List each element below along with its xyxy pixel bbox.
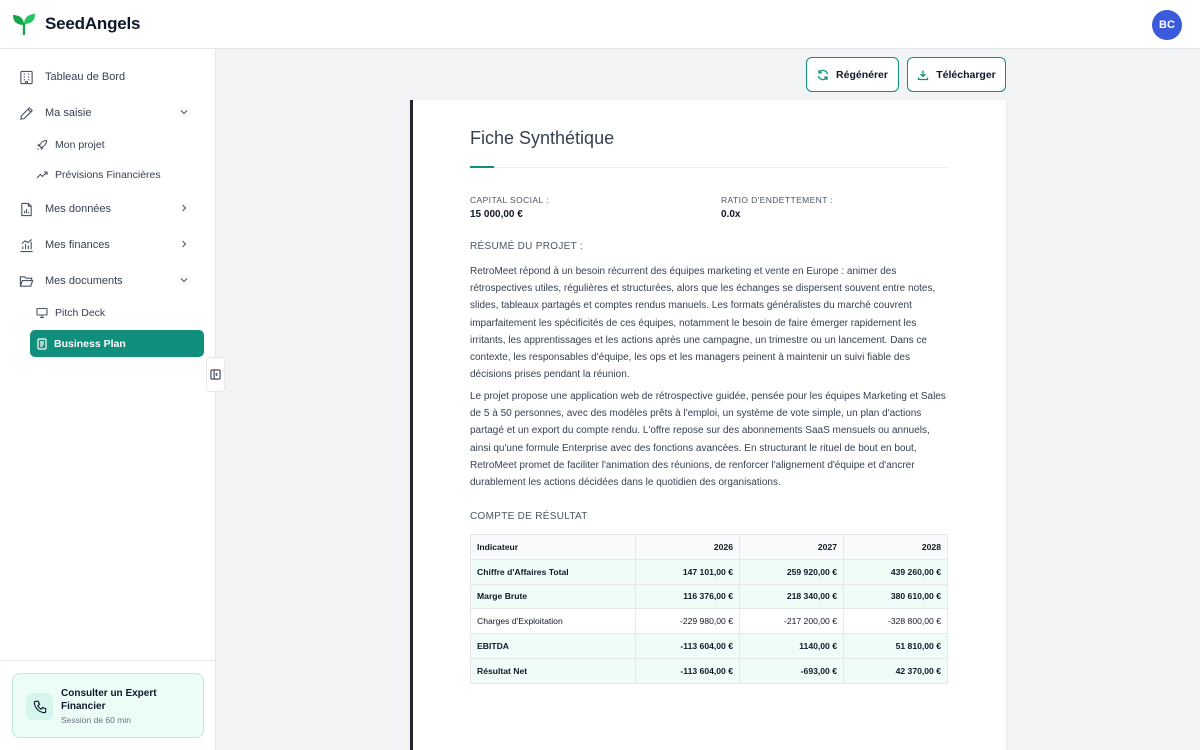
column-header: 2027 [740,535,844,560]
building-icon [18,69,34,85]
table-cell: EBITDA [471,634,636,659]
sidebar-item-label: Ma saisie [45,107,92,119]
seedling-logo-icon [12,12,36,36]
sidebar-item-mes-documents[interactable] [18,268,198,294]
table-cell: Chiffre d'Affaires Total [471,559,636,584]
table-cell: 218 340,00 € [740,584,844,609]
summary-heading: RÉSUMÉ DU PROJET : [470,241,584,252]
sidebar-subitem-business-plan[interactable] [30,330,204,357]
summary-paragraph: Le projet propose une application web de rétrospective guidée, pensée pour les équipes Marketing et Sales de 5 à 50 personnes, avec des modèles prêts à l'emploi, un système de vote simple, un plan d'actions partagé et un export du compte rendu. L'offre repose sur des abonnements SaaS mensuels ou annuels, ainsi qu'une formule Enterprise avec des fonctions avancées. En structurant le rituel de bout en bout, RetroMeet promet de faciliter l'animation des réunions, de renforcer l'alignement d'équipe et d'ancrer durablement les actions décidées dans le quotidien des organisations. [470,391,946,489]
download-label: Télécharger [936,68,996,81]
table-row [471,609,948,634]
trending-up-icon [36,169,48,181]
table-header-row [471,535,948,560]
folder-open-icon [18,273,34,289]
table-cell: 42 370,00 € [844,658,948,683]
sidebar-item-label: Tableau de Bord [45,71,126,83]
table-cell: -113 604,00 € [636,658,740,683]
table-row [471,634,948,659]
sidebar-subitem-pitch-deck[interactable] [36,301,196,325]
regenerate-label: Régénérer [836,68,888,81]
business-plan-document [410,100,1006,750]
sidebar-subitem-label: Pitch Deck [55,307,106,319]
table-cell: 116 376,00 € [636,584,740,609]
brand-name: SeedAngels [45,14,141,33]
column-header: 2026 [636,535,740,560]
table-cell: -229 980,00 € [636,609,740,634]
table-row [471,559,948,584]
debt-ratio-value: 0.0x [721,209,741,220]
sidebar-item-mes-donnees[interactable] [18,196,198,222]
sidebar-subitem-label: Business Plan [54,337,126,350]
sidebar-subitem-label: Prévisions Financières [55,169,161,181]
bar-chart-icon [18,237,34,253]
chevron-right-icon [178,202,190,214]
table-cell: -328 800,00 € [844,609,948,634]
sidebar-item-label: Mes documents [45,275,123,287]
pencil-icon [18,105,34,121]
capital-label: CAPITAL SOCIAL : [470,195,549,205]
table-cell: Charges d'Exploitation [471,609,636,634]
table-cell: -693,00 € [740,658,844,683]
table-cell: 259 920,00 € [740,559,844,584]
chevron-down-icon [178,106,190,118]
expert-consultation-card[interactable] [12,673,204,738]
table-cell: 380 610,00 € [844,584,948,609]
column-header: Indicateur [471,535,636,560]
title-accent [470,166,494,168]
brand[interactable] [12,12,140,36]
table-cell: -217 200,00 € [740,609,844,634]
sidebar-item-ma-saisie[interactable] [18,100,198,126]
table-row [471,584,948,609]
expert-card-subtitle: Session de 60 min [61,715,131,725]
sidebar-divider [0,660,215,661]
table-cell: -113 604,00 € [636,634,740,659]
chevron-right-icon [178,238,190,250]
title-divider [470,167,948,168]
chevron-down-icon [178,274,190,286]
sidebar [0,49,216,750]
sidebar-item-label: Mes données [45,203,112,215]
sidebar-item-mes-finances[interactable] [18,232,198,258]
debt-ratio-label: RATIO D'ENDETTEMENT : [721,195,834,205]
sidebar-subitem-previsions-financieres[interactable] [36,163,196,187]
summary-paragraph: RetroMeet répond à un besoin récurrent des équipes marketing et vente en Europe : animer des rétrospectives utiles, régulières et structurées, alors que les échanges se dispersent souvent entre notes, slides, tableaux partagés et comptes rendus manuels. Les formats généralistes du marché couvrent imparfaitement les spécificités de ces équipes, notamment le besoin de faire émerger rapidement les irritants, les apprentissages et les actions après une campagne, un trimestre ou un lancement. Dans ce contexte, les responsables d'équipe, les ops et les managers peinent à maintenir un suivi fiable des décisions prises pendant la réunion. [470,266,936,381]
regenerate-button[interactable] [806,57,899,92]
document-title: Fiche Synthétique [470,128,615,148]
top-bar [0,0,1200,49]
expert-card-title: Consulter un Expert Financier [61,688,157,712]
table-cell: Marge Brute [471,584,636,609]
sidebar-subitem-mon-projet[interactable] [36,133,196,157]
user-avatar[interactable]: BC [1152,10,1182,40]
table-cell: 1140,00 € [740,634,844,659]
table-cell: 147 101,00 € [636,559,740,584]
capital-value: 15 000,00 € [470,209,523,220]
sidebar-collapse-button[interactable] [206,357,225,392]
sidebar-subitem-label: Mon projet [55,139,105,151]
download-button[interactable] [907,57,1006,92]
rocket-icon [36,139,48,151]
table-row [471,658,948,683]
sidebar-item-tableau-de-bord[interactable] [18,64,198,90]
presentation-icon [36,307,48,319]
column-header: 2028 [844,535,948,560]
file-chart-icon [18,201,34,217]
document-icon [36,338,48,350]
phone-icon [26,693,53,720]
income-statement-table [470,534,948,684]
sidebar-item-label: Mes finances [45,239,110,251]
download-icon [917,69,929,81]
table-cell: 439 260,00 € [844,559,948,584]
income-statement-heading: COMPTE DE RÉSULTAT [470,511,588,522]
panel-collapse-icon [210,369,221,380]
table-cell: 51 810,00 € [844,634,948,659]
refresh-icon [817,69,829,81]
table-cell: Résultat Net [471,658,636,683]
